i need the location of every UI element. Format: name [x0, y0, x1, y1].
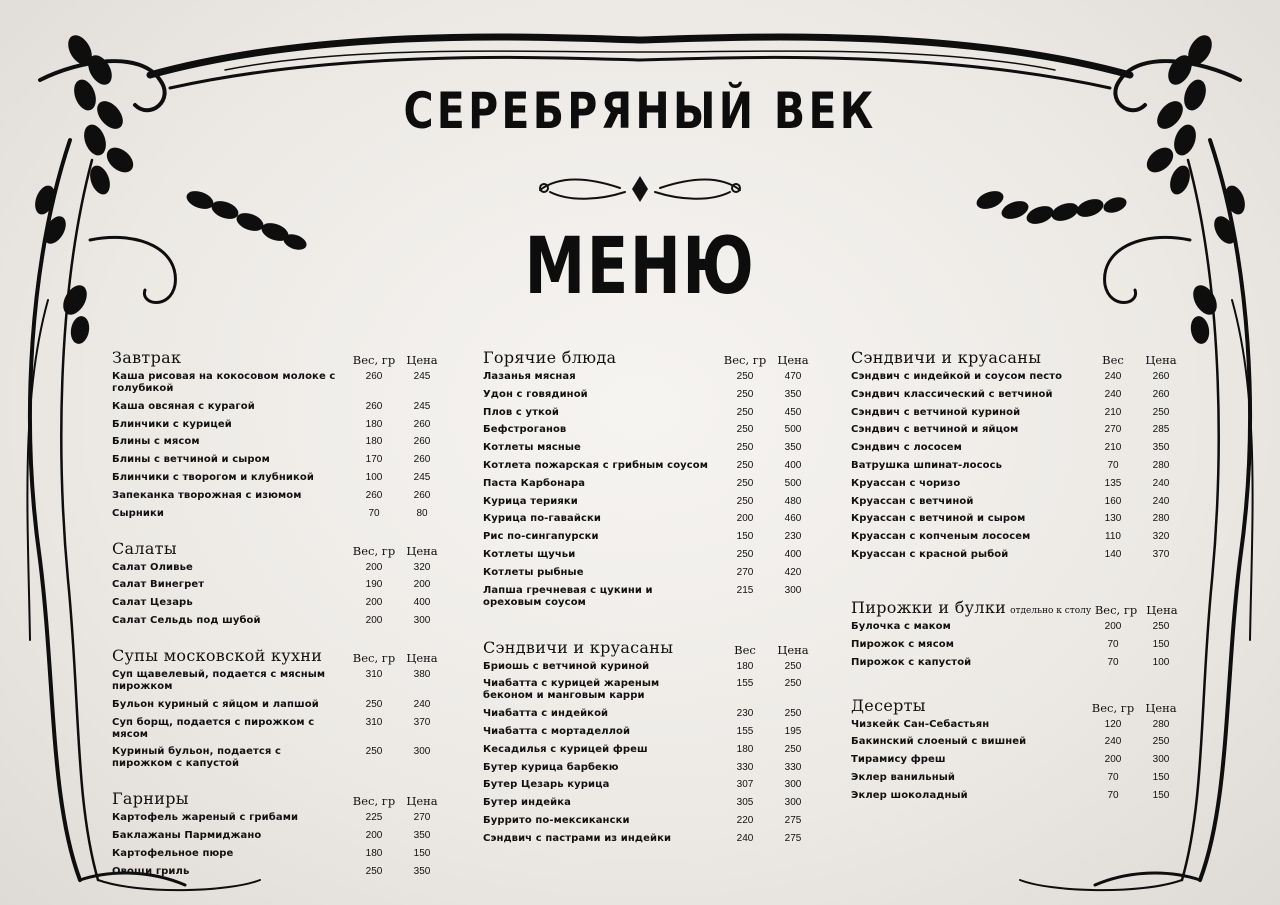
weight-header: Вес: [1102, 353, 1124, 367]
item-name: Бефстроганов: [483, 424, 567, 436]
item-name: Салат Цезарь: [112, 597, 193, 609]
item-price: 150: [1152, 771, 1170, 783]
weight-header: Вес, гр: [352, 794, 396, 809]
section-pies: [851, 595, 1183, 669]
item-weight: 230: [736, 708, 754, 720]
item-weight: 150: [736, 531, 754, 543]
item-name: Круассан с ветчиной и сыром: [851, 513, 1026, 525]
item-weight: 190: [365, 579, 383, 591]
section-title: Сэндвичи и круасаны: [483, 637, 674, 657]
menu-item: [851, 389, 1183, 401]
menu-item: [112, 472, 444, 484]
item-weight: 270: [1104, 424, 1122, 436]
item-weight: 250: [736, 388, 754, 400]
item-price: 350: [784, 388, 802, 400]
item-name: Картофельное пюре: [112, 847, 234, 859]
item-price: 285: [1152, 424, 1170, 436]
menu-item: [851, 424, 1183, 436]
menu-item: [483, 779, 815, 791]
item-weight: 200: [1104, 754, 1122, 766]
item-price: 280: [1152, 513, 1170, 525]
item-weight: 225: [365, 812, 383, 824]
item-weight: 135: [1104, 477, 1122, 489]
item-name: Сэндвич с индейкой и соусом песто: [851, 371, 1063, 382]
item-name: Куриный бульон, подается с пирожком с капустой: [112, 746, 282, 770]
item-weight: 180: [365, 418, 383, 430]
menu-item: [112, 508, 444, 520]
item-name: Суп щавелевый, подается с мясным пирожком: [112, 668, 326, 692]
item-name: Баклажаны Пармиджано: [112, 830, 262, 842]
item-price: 275: [784, 814, 802, 826]
item-price: 250: [1152, 406, 1170, 418]
item-price: 260: [413, 454, 431, 466]
item-price: 240: [1152, 477, 1170, 489]
section-soups: [112, 643, 444, 770]
menu-item: [851, 754, 1183, 766]
item-name: Сэндвич с пастрами из индейки: [483, 832, 672, 844]
item-weight: 250: [736, 442, 754, 454]
item-weight: 140: [1104, 548, 1122, 560]
item-name: Чизкейк Сан-Себастьян: [851, 718, 990, 730]
item-name: Бакинский слоеный с вишней: [851, 736, 1027, 748]
item-weight: 200: [365, 561, 383, 573]
item-price: 250: [1152, 736, 1170, 748]
item-price: 350: [413, 865, 431, 877]
menu-item: [851, 772, 1183, 784]
item-name: Сэндвич классический с ветчиной: [851, 388, 1053, 400]
item-price: 260: [413, 489, 431, 501]
item-name: Круассан с копченым лососем: [851, 531, 1031, 543]
item-name: Паста Карбонара: [483, 477, 586, 489]
item-price: 250: [784, 660, 802, 672]
menu-item: [851, 371, 1183, 383]
item-weight: 250: [736, 424, 754, 436]
item-weight: 170: [365, 454, 383, 466]
item-name: Картофель жареный с грибами: [112, 812, 299, 824]
item-name: Овощи гриль: [112, 865, 190, 877]
section-title: Салаты: [112, 538, 177, 558]
item-price: 100: [1152, 656, 1170, 668]
item-name: Чиабатта с индейкой: [483, 708, 609, 720]
menu-item: [483, 531, 815, 543]
item-weight: 305: [736, 797, 754, 809]
menu-item: [112, 830, 444, 842]
price-header: Цена: [1145, 353, 1177, 367]
price-header: Цена: [406, 794, 438, 809]
item-name: Ватрушка шпинат-лосось: [851, 459, 1003, 471]
menu-column-1: [112, 345, 444, 894]
section-title: Десерты: [851, 695, 926, 715]
price-header: Цена: [406, 353, 438, 367]
menu-item: [483, 708, 815, 720]
item-price: 275: [784, 832, 802, 844]
item-price: 320: [413, 561, 431, 573]
item-name: Блины с мясом: [112, 436, 200, 448]
item-name: Салат Сельдь под шубой: [112, 614, 261, 626]
item-weight: 330: [736, 761, 754, 773]
item-price: 240: [1152, 495, 1170, 507]
weight-header: Вес, гр: [723, 353, 767, 367]
menu-item: [112, 746, 444, 770]
menu-item: [112, 717, 444, 741]
item-price: 150: [1152, 638, 1170, 650]
item-price: 260: [1152, 388, 1170, 400]
price-header: Цена: [406, 543, 438, 558]
item-name: Блины с ветчиной и сыром: [112, 454, 270, 466]
weight-header: Вес, гр: [352, 543, 396, 558]
item-name: Эклер ванильный: [851, 771, 955, 783]
item-weight: 200: [365, 597, 383, 609]
item-name: Суп борщ, подается с пирожком с мясом: [112, 716, 315, 740]
item-weight: 250: [365, 698, 383, 710]
price-header: Цена: [1146, 602, 1178, 617]
item-name: Сырники: [112, 507, 164, 519]
item-weight: 180: [736, 660, 754, 672]
item-weight: 155: [736, 725, 754, 737]
menu-item: [483, 661, 815, 673]
item-price: 300: [413, 746, 431, 758]
item-price: 195: [784, 725, 802, 737]
item-price: 500: [784, 477, 802, 489]
item-price: 400: [413, 597, 431, 609]
menu-item: [851, 790, 1183, 802]
section-sandwiches-croissants: [851, 345, 1183, 561]
menu-item: [483, 478, 815, 490]
item-weight: 70: [1107, 459, 1119, 471]
menu-item: [112, 669, 444, 693]
item-price: 300: [1152, 754, 1170, 766]
item-weight: 200: [1104, 620, 1122, 632]
menu-item: [112, 812, 444, 824]
menu-item: [483, 549, 815, 561]
item-price: 150: [1152, 789, 1170, 801]
item-weight: 240: [1104, 388, 1122, 400]
item-weight: 70: [1107, 771, 1119, 783]
menu-item: [483, 797, 815, 809]
item-price: 330: [784, 761, 802, 773]
item-price: 480: [784, 495, 802, 507]
menu-item: [483, 371, 815, 383]
price-header: Цена: [406, 650, 438, 665]
item-weight: 250: [736, 459, 754, 471]
item-weight: 160: [1104, 495, 1122, 507]
item-weight: 100: [365, 471, 383, 483]
item-price: 260: [413, 418, 431, 430]
menu-item: [483, 442, 815, 454]
weight-header: Вес, гр: [1091, 700, 1135, 715]
menu-item: [112, 454, 444, 466]
item-price: 280: [1152, 459, 1170, 471]
item-name: Лапша гречневая с цукини и ореховым соусом: [483, 584, 653, 608]
item-name: Каша рисовая на кокосовом молоке с голубикой: [112, 371, 336, 394]
section-title: Сэндвичи и круасаны: [851, 348, 1042, 367]
item-weight: 70: [1107, 789, 1119, 801]
title-ornament: [530, 170, 750, 208]
weight-header: Вес, гр: [352, 650, 396, 665]
menu-item: [112, 419, 444, 431]
item-name: Тирамису фреш: [851, 754, 946, 766]
item-price: 300: [784, 797, 802, 809]
item-weight: 250: [736, 495, 754, 507]
item-name: Буррито по-мексикански: [483, 814, 630, 826]
item-weight: 210: [1104, 442, 1122, 454]
menu-item: [851, 496, 1183, 508]
item-price: 370: [1152, 548, 1170, 560]
item-price: 470: [784, 371, 802, 382]
menu-item: [851, 719, 1183, 731]
item-weight: 240: [1104, 736, 1122, 748]
menu-title: МЕНЮ: [524, 222, 756, 312]
menu-item: [483, 424, 815, 436]
menu-item: [851, 513, 1183, 525]
weight-header: Вес: [734, 642, 756, 657]
item-price: 245: [413, 471, 431, 483]
section-title: Гарниры: [112, 789, 189, 809]
restaurant-title: СЕРЕБРЯНЫЙ ВЕК: [403, 82, 877, 140]
item-name: Бутер курица барбекю: [483, 761, 619, 773]
item-weight: 250: [736, 477, 754, 489]
item-weight: 70: [368, 507, 380, 519]
item-price: 450: [784, 406, 802, 418]
item-price: 280: [1152, 718, 1170, 730]
item-weight: 250: [736, 406, 754, 418]
menu-item: [112, 436, 444, 448]
item-name: Сэндвич с ветчиной и яйцом: [851, 424, 1019, 436]
menu-column-2: [483, 345, 815, 861]
item-name: Сэндвич с ветчиной куриной: [851, 406, 1021, 418]
item-name: Бутер индейка: [483, 797, 571, 809]
item-weight: 210: [1104, 406, 1122, 418]
section-salads: [112, 536, 444, 627]
item-price: 245: [413, 400, 431, 412]
menu-item: [483, 513, 815, 525]
item-name: Салат Винегрет: [112, 579, 205, 591]
weight-header: Вес, гр: [1094, 602, 1138, 617]
section-title: Завтрак: [112, 348, 182, 367]
section-sandwiches: [483, 635, 815, 845]
item-weight: 200: [365, 614, 383, 626]
item-price: 380: [413, 668, 431, 680]
item-price: 250: [1152, 620, 1170, 632]
menu-item: [851, 531, 1183, 543]
item-price: 400: [784, 548, 802, 560]
item-name: Чиабатта с курицей жареным беконом и манговым карри: [483, 678, 660, 702]
menu-item: [483, 762, 815, 774]
item-weight: 260: [365, 371, 383, 382]
menu-item: [483, 460, 815, 472]
menu-item: [483, 726, 815, 738]
menu-item: [483, 567, 815, 579]
item-weight: 260: [365, 489, 383, 501]
menu-item: [112, 699, 444, 711]
item-weight: 110: [1105, 531, 1121, 543]
menu-item: [112, 866, 444, 878]
item-weight: 250: [736, 548, 754, 560]
item-weight: 307: [736, 779, 754, 791]
menu-item: [483, 744, 815, 756]
item-weight: 70: [1107, 656, 1119, 668]
section-title: Горячие блюда: [483, 348, 617, 367]
item-price: 200: [413, 579, 431, 591]
menu-item: [483, 389, 815, 401]
item-name: Бульон куриный с яйцом и лапшой: [112, 698, 319, 710]
item-weight: 130: [1104, 513, 1122, 525]
item-name: Эклер шоколадный: [851, 789, 968, 801]
section-title: Супы московской кухни: [112, 645, 323, 665]
menu-item: [483, 585, 815, 609]
price-header: Цена: [777, 642, 809, 657]
item-price: 420: [784, 566, 802, 578]
item-name: Курица по-гавайски: [483, 513, 602, 525]
item-name: Каша овсяная с курагой: [112, 400, 255, 412]
item-weight: 310: [365, 716, 383, 728]
menu-item: [112, 401, 444, 413]
menu-item: [483, 815, 815, 827]
item-price: 500: [784, 424, 802, 436]
menu-item: [851, 478, 1183, 490]
menu-item: [483, 833, 815, 845]
menu-item: [851, 442, 1183, 454]
item-name: Блинчики с творогом и клубникой: [112, 471, 314, 483]
item-price: 400: [784, 459, 802, 471]
item-price: 370: [413, 716, 431, 728]
item-name: Рис по-сингапурски: [483, 531, 599, 543]
price-header: Цена: [777, 353, 809, 367]
item-name: Котлеты рыбные: [483, 566, 584, 578]
menu-item: [851, 549, 1183, 561]
item-name: Салат Оливье: [112, 561, 193, 573]
item-name: Лазанья мясная: [483, 371, 576, 382]
item-price: 300: [413, 614, 431, 626]
item-weight: 120: [1104, 718, 1122, 730]
item-name: Кесадилья с курицей фреш: [483, 743, 648, 755]
item-name: Сэндвич с лососем: [851, 442, 962, 454]
menu-item: [112, 562, 444, 574]
item-price: 460: [784, 513, 802, 525]
item-weight: 155: [736, 678, 754, 690]
item-weight: 240: [1104, 371, 1122, 382]
item-weight: 250: [365, 746, 383, 758]
menu-item: [112, 579, 444, 591]
item-weight: 200: [365, 830, 383, 842]
section-desserts: [851, 693, 1183, 802]
item-price: 80: [416, 507, 428, 519]
item-weight: 270: [736, 566, 754, 578]
item-name: Плов с уткой: [483, 406, 559, 418]
item-weight: 240: [736, 832, 754, 844]
item-price: 270: [413, 812, 431, 824]
item-weight: 310: [365, 668, 383, 680]
item-weight: 70: [1107, 638, 1119, 650]
item-name: Круассан с ветчиной: [851, 495, 974, 507]
item-price: 250: [784, 743, 802, 755]
item-name: Круассан с красной рыбой: [851, 548, 1009, 560]
item-price: 350: [413, 830, 431, 842]
item-weight: 180: [365, 847, 383, 859]
menu-column-3: [851, 345, 1183, 818]
item-name: Бриошь с ветчиной куриной: [483, 660, 650, 672]
menu-item: [851, 639, 1183, 651]
item-price: 250: [784, 708, 802, 720]
item-name: Курица терияки: [483, 495, 578, 507]
item-price: 260: [1152, 371, 1170, 382]
section-sides: [112, 786, 444, 877]
item-weight: 180: [365, 436, 383, 448]
menu-item: [851, 736, 1183, 748]
item-price: 350: [784, 442, 802, 454]
menu-item: [851, 657, 1183, 669]
menu-item: [112, 848, 444, 860]
section-hot-dishes: [483, 345, 815, 609]
weight-header: Вес, гр: [352, 353, 396, 367]
item-name: Котлеты мясные: [483, 442, 581, 454]
menu-item: [112, 371, 444, 395]
item-weight: 250: [365, 865, 383, 877]
menu-item: [483, 407, 815, 419]
menu-item: [112, 490, 444, 502]
item-price: 320: [1152, 531, 1170, 543]
section-title: Пирожки и булки отдельно к столу: [851, 597, 1092, 617]
menu-item: [112, 615, 444, 627]
item-name: Удон с говядиной: [483, 388, 588, 400]
item-name: Бутер Цезарь курица: [483, 779, 610, 791]
menu-item: [851, 407, 1183, 419]
section-note: отдельно к столу: [1010, 605, 1092, 616]
item-name: Блинчики с курицей: [112, 418, 232, 430]
item-weight: 250: [736, 371, 754, 382]
price-header: Цена: [1145, 700, 1177, 715]
item-name: Котлеты щучьи: [483, 548, 576, 560]
menu-item: [112, 597, 444, 609]
item-price: 260: [413, 436, 431, 448]
item-name: Булочка с маком: [851, 620, 951, 632]
menu-item: [483, 678, 815, 702]
menu-item: [483, 496, 815, 508]
item-price: 230: [784, 531, 802, 543]
item-weight: 180: [736, 743, 754, 755]
item-weight: 220: [736, 814, 754, 826]
item-price: 350: [1152, 442, 1170, 454]
item-price: 150: [413, 847, 431, 859]
item-name: Запеканка творожная с изюмом: [112, 489, 302, 501]
section-breakfast: [112, 345, 444, 520]
menu-item: [851, 460, 1183, 472]
item-price: 250: [784, 678, 802, 690]
menu-item: [851, 621, 1183, 633]
item-price: 300: [784, 779, 802, 791]
item-name: Котлета пожарская с грибным соусом: [483, 459, 709, 471]
item-name: Круассан с чоризо: [851, 477, 961, 489]
item-price: 245: [413, 371, 431, 382]
item-weight: 215: [736, 584, 754, 596]
item-name: Пирожок с мясом: [851, 638, 954, 650]
item-name: Чиабатта с мортаделлой: [483, 725, 631, 737]
item-weight: 260: [365, 400, 383, 412]
item-name: Пирожок с капустой: [851, 656, 972, 668]
item-price: 300: [784, 584, 802, 596]
item-price: 240: [413, 698, 431, 710]
item-weight: 200: [736, 513, 754, 525]
